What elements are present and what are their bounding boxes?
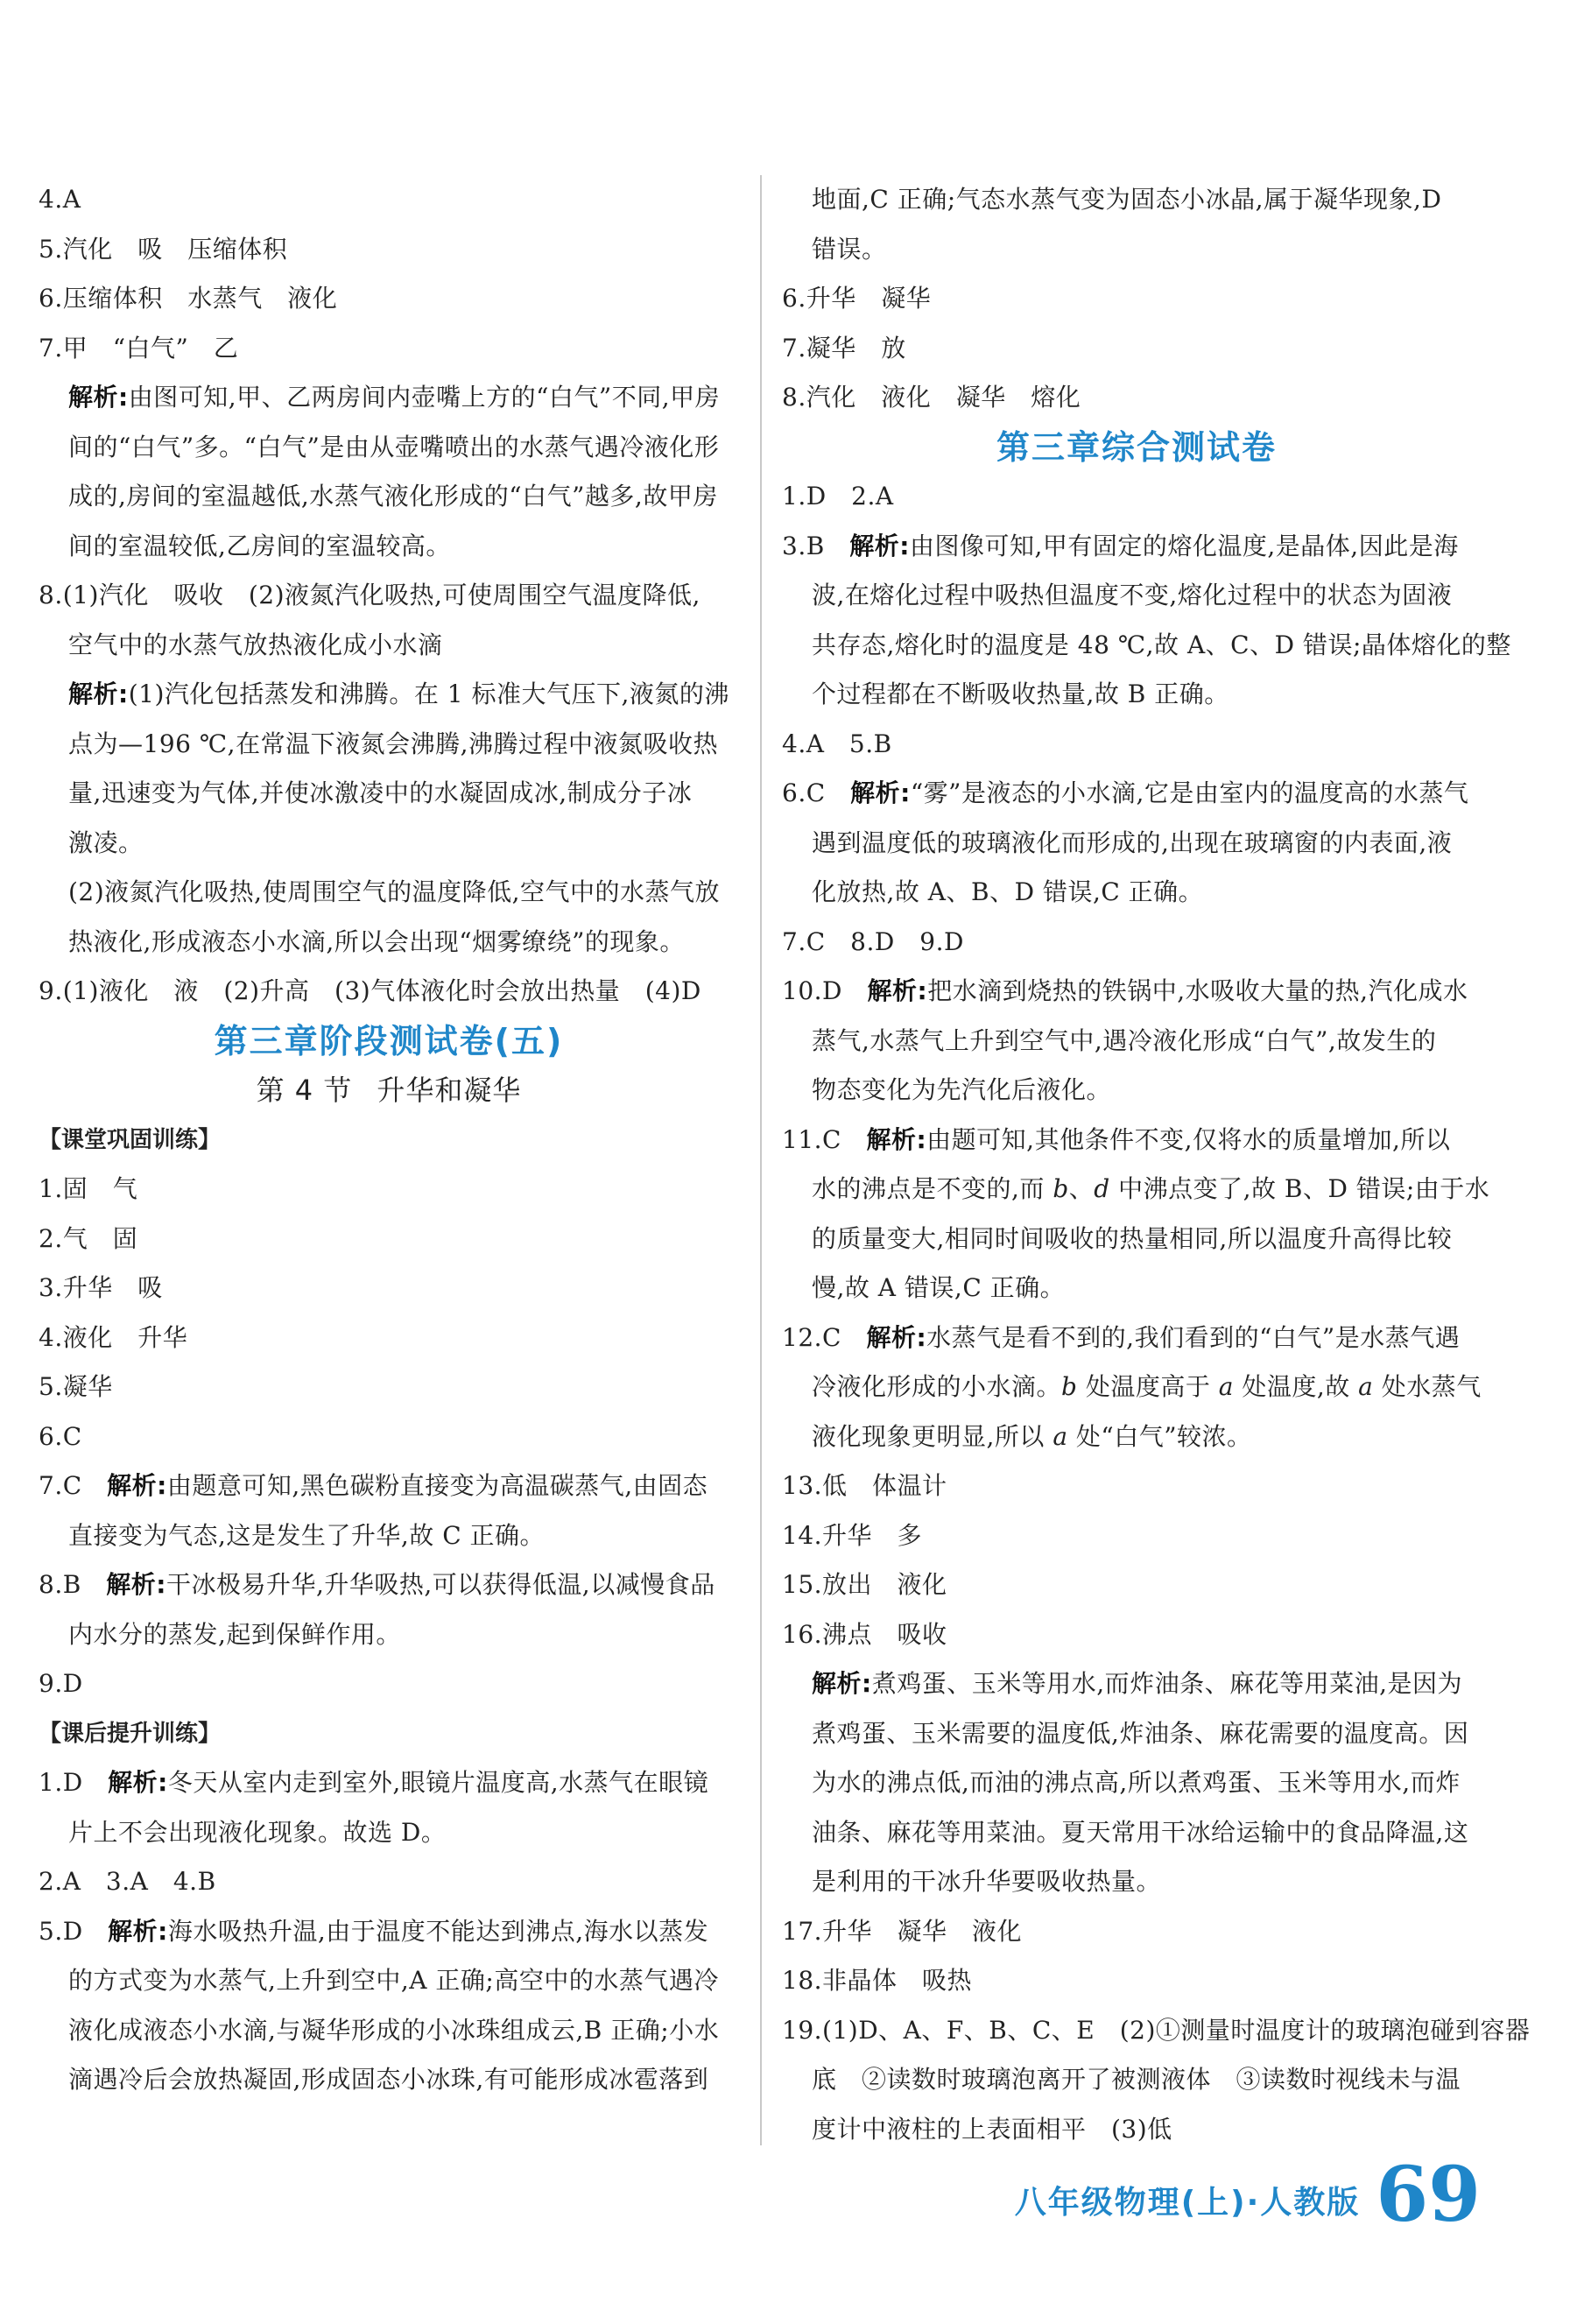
analysis-line: 的方式变为水蒸气,上升到空中,A 正确;高空中的水蒸气遇冷 bbox=[68, 1966, 719, 1995]
answer-key: 7.C bbox=[39, 1471, 108, 1500]
answer-line: 3.升华 吸 bbox=[39, 1273, 163, 1302]
analysis-label: 解析: bbox=[68, 383, 129, 412]
analysis-text: 冬天从室内走到室外,眼镜片温度高,水蒸气在眼镜 bbox=[167, 1768, 709, 1797]
analysis-line: 液化成液态小水滴,与凝华形成的小冰珠组成云,B 正确;小水 bbox=[68, 2015, 720, 2045]
answer-line: 13.低 体温计 bbox=[782, 1471, 947, 1500]
analysis-text: 处“白气”较浓。 bbox=[1067, 1421, 1252, 1451]
answer-line: 4.A 5.B bbox=[782, 729, 892, 758]
analysis-text: 处水蒸气 bbox=[1373, 1372, 1482, 1401]
page-footer bbox=[1014, 2145, 1481, 2239]
analysis-line bbox=[782, 1165, 1491, 1215]
analysis-line: 直接变为气态,这是发生了升华,故 C 正确。 bbox=[68, 1520, 546, 1550]
analysis-line: 为水的沸点低,而油的沸点高,所以煮鸡蛋、玉米等用水,而炸 bbox=[812, 1768, 1461, 1797]
exercise-tag: 【课堂巩固训练】 bbox=[39, 1126, 222, 1153]
answer-key: 8.B bbox=[39, 1570, 107, 1599]
answer-line bbox=[39, 1907, 739, 1957]
answer-key: 6.C bbox=[782, 778, 851, 807]
section-title bbox=[39, 1066, 739, 1116]
answer-line: 7.凝华 放 bbox=[782, 333, 906, 363]
answer-line: 5.汽化 吸 压缩体积 bbox=[39, 234, 288, 264]
analysis-label: 解析: bbox=[68, 680, 129, 708]
answer-line: 空气中的水蒸气放热液化成小水滴 bbox=[68, 630, 443, 659]
answer-line: 8.汽化 液化 凝华 熔化 bbox=[782, 383, 1081, 412]
answer-line: 9.(1)液化 液 (2)升高 (3)气体液化时会放出热量 (4)D bbox=[39, 976, 701, 1005]
analysis-text: 水的沸点是不变的,而 bbox=[812, 1174, 1053, 1203]
analysis-line: 是利用的干冰升华要吸收热量。 bbox=[812, 1867, 1162, 1896]
analysis-line: 蒸气,水蒸气上升到空气中,遇冷液化形成“白气”,故发生的 bbox=[812, 1025, 1437, 1055]
analysis-line: 量,迅速变为气体,并使冰激凌中的水凝固成冰,制成分子冰 bbox=[68, 778, 693, 807]
analysis-line: 错误。 bbox=[812, 234, 887, 264]
answer-line: 度计中液柱的上表面相平 (3)低 bbox=[812, 2114, 1172, 2144]
section-name: 升华和凝华 bbox=[377, 1074, 522, 1107]
answer-line: 19.(1)D、A、F、B、C、E (2)①测量时温度计的玻璃泡碰到容器 bbox=[782, 2015, 1531, 2045]
analysis-text: 冷液化形成的小水滴。 bbox=[812, 1372, 1062, 1401]
analysis-line bbox=[39, 670, 739, 720]
analysis-line: 煮鸡蛋、玉米需要的温度低,炸油条、麻花需要的温度高。因 bbox=[812, 1718, 1469, 1748]
analysis-line: 遇到温度低的玻璃液化而形成的,出现在玻璃窗的内表面,液 bbox=[812, 827, 1453, 857]
answer-line: 18.非晶体 吸热 bbox=[782, 1966, 973, 1995]
answer-line: 5.凝华 bbox=[39, 1372, 113, 1401]
answer-key: 12.C bbox=[782, 1322, 867, 1352]
analysis-text: (1)汽化包括蒸发和沸腾。在 1 标准大气压下,液氮的沸 bbox=[128, 680, 729, 708]
page-number: 69 bbox=[1376, 2151, 1481, 2239]
answer-line bbox=[782, 522, 1491, 572]
analysis-line: 间的“白气”多。“白气”是由从壶嘴喷出的水蒸气遇冷液化形 bbox=[68, 432, 720, 461]
analysis-line: 共存态,熔化时的温度是 48 ℃,故 A、C、D 错误;晶体熔化的整 bbox=[812, 630, 1511, 659]
variable: d bbox=[1094, 1174, 1110, 1203]
answer-line bbox=[782, 769, 1491, 819]
analysis-label: 解析: bbox=[867, 976, 928, 1005]
analysis-text: 由图像可知,甲有固定的熔化温度,是晶体,因此是海 bbox=[910, 531, 1459, 560]
analysis-line bbox=[782, 1363, 1491, 1412]
analysis-line: 间的室温较低,乙房间的室温较高。 bbox=[68, 531, 451, 560]
answer-line: 16.沸点 吸收 bbox=[782, 1619, 947, 1649]
right-column bbox=[782, 175, 1531, 2154]
analysis-label: 解析: bbox=[106, 1570, 166, 1599]
answer-key: 11.C bbox=[782, 1124, 867, 1154]
answer-line bbox=[39, 1560, 739, 1610]
answer-line bbox=[39, 1461, 739, 1511]
analysis-text: 处温度高于 bbox=[1077, 1372, 1219, 1401]
answer-line: 15.放出 液化 bbox=[782, 1570, 947, 1599]
analysis-text: 把水滴到烧热的铁锅中,水吸收大量的热,汽化成水 bbox=[927, 976, 1468, 1005]
analysis-label: 解析: bbox=[850, 778, 911, 807]
book-title: 八年级物理(上)·人教版 bbox=[1014, 2185, 1361, 2221]
analysis-line: 地面,C 正确;气态水蒸气变为固态小冰晶,属于凝华现象,D bbox=[812, 185, 1442, 214]
analysis-label: 解析: bbox=[849, 531, 910, 560]
column-divider bbox=[760, 175, 762, 2145]
analysis-label: 解析: bbox=[108, 1916, 168, 1946]
analysis-line: 化放热,故 A、B、D 错误,C 正确。 bbox=[812, 877, 1204, 906]
analysis-line bbox=[782, 1412, 1491, 1462]
analysis-text: 煮鸡蛋、玉米等用水,而炸油条、麻花等用菜油,是因为 bbox=[871, 1669, 1463, 1698]
answer-line: 14.升华 多 bbox=[782, 1520, 923, 1550]
exercise-tag: 【课后提升训练】 bbox=[39, 1720, 222, 1747]
analysis-line: 波,在熔化过程中吸热但温度不变,熔化过程中的状态为固液 bbox=[812, 581, 1453, 609]
left-column bbox=[39, 175, 739, 2105]
answer-line: 4.液化 升华 bbox=[39, 1322, 188, 1352]
answer-line bbox=[782, 1116, 1491, 1166]
analysis-text: 液化现象更明显,所以 bbox=[812, 1421, 1053, 1451]
analysis-line: 激凌。 bbox=[68, 827, 144, 857]
answer-line: 2.A 3.A 4.B bbox=[39, 1867, 216, 1896]
answer-line bbox=[782, 1313, 1491, 1363]
answer-key: 5.D bbox=[39, 1916, 109, 1946]
answer-key: 10.D bbox=[782, 976, 868, 1005]
answer-line: 6.压缩体积 水蒸气 液化 bbox=[39, 284, 338, 313]
chapter-title: 第三章阶段测试卷(五) bbox=[214, 1021, 564, 1060]
analysis-line bbox=[782, 1659, 1491, 1709]
answer-line: 7.C 8.D 9.D bbox=[782, 926, 964, 956]
analysis-line: 片上不会出现液化现象。故选 D。 bbox=[68, 1817, 447, 1847]
answer-key: 3.B bbox=[782, 531, 850, 560]
analysis-label: 解析: bbox=[812, 1669, 872, 1698]
answer-line: 1.D 2.A bbox=[782, 482, 894, 511]
analysis-line: (2)液氮汽化吸热,使周围空气的温度降低,空气中的水蒸气放 bbox=[68, 877, 720, 906]
answer-line: 1.固 气 bbox=[39, 1174, 138, 1203]
answer-line: 2.气 固 bbox=[39, 1223, 138, 1253]
analysis-text: 由题意可知,黑色碳粉直接变为高温碳蒸气,由固态 bbox=[166, 1471, 708, 1500]
analysis-text: 由题可知,其他条件不变,仅将水的质量增加,所以 bbox=[926, 1124, 1451, 1154]
analysis-text: 水蒸气是看不到的,我们看到的“白气”是水蒸气遇 bbox=[926, 1322, 1461, 1352]
analysis-text: 由图可知,甲、乙两房间内壶嘴上方的“白气”不同,甲房 bbox=[128, 383, 721, 412]
variable: a bbox=[1218, 1372, 1234, 1401]
analysis-line: 内水分的蒸发,起到保鲜作用。 bbox=[68, 1619, 401, 1649]
chapter-title: 第三章综合测试卷 bbox=[996, 427, 1277, 467]
answer-line: 17.升华 凝华 液化 bbox=[782, 1916, 1023, 1946]
variable: b bbox=[1061, 1372, 1078, 1401]
variable: b bbox=[1053, 1174, 1069, 1203]
analysis-line: 热液化,形成液态小水滴,所以会出现“烟雾缭绕”的现象。 bbox=[68, 926, 685, 956]
answer-line: 4.A bbox=[39, 185, 81, 214]
answer-line bbox=[782, 967, 1491, 1017]
answer-line: 6.C bbox=[39, 1421, 82, 1451]
analysis-text: 、 bbox=[1068, 1174, 1095, 1203]
answer-line: 7.甲 “白气” 乙 bbox=[39, 333, 239, 363]
answer-line: 底 ②读数时玻璃泡离开了被测液体 ③读数时视线未与温 bbox=[812, 2065, 1461, 2094]
analysis-line: 滴遇冷后会放热凝固,形成固态小冰珠,有可能形成冰雹落到 bbox=[68, 2065, 709, 2094]
analysis-line: 油条、麻花等用菜油。夏天常用干冰给运输中的食品降温,这 bbox=[812, 1817, 1469, 1847]
analysis-line bbox=[39, 373, 739, 423]
answer-line bbox=[39, 1758, 739, 1808]
analysis-line: 点为—196 ℃,在常温下液氮会沸腾,沸腾过程中液氮吸收热 bbox=[68, 729, 718, 758]
answer-line: 8.(1)汽化 吸收 (2)液氮汽化吸热,可使周围空气温度降低, bbox=[39, 581, 700, 609]
analysis-label: 解析: bbox=[107, 1471, 167, 1500]
answer-key: 1.D bbox=[39, 1768, 109, 1797]
analysis-line: 的质量变大,相同时间吸收的热量相同,所以温度升高得比较 bbox=[812, 1223, 1453, 1253]
analysis-text: 中沸点变了,故 B、D 错误;由于水 bbox=[1109, 1174, 1490, 1203]
analysis-label: 解析: bbox=[866, 1322, 927, 1352]
analysis-text: 干冰极易升华,升华吸热,可以获得低温,以减慢食品 bbox=[166, 1570, 715, 1599]
analysis-label: 解析: bbox=[108, 1768, 168, 1797]
analysis-label: 解析: bbox=[866, 1124, 927, 1154]
variable: a bbox=[1358, 1372, 1374, 1401]
analysis-line: 成的,房间的室温越低,水蒸气液化形成的“白气”越多,故甲房 bbox=[68, 482, 718, 511]
analysis-text: 海水吸热升温,由于温度不能达到沸点,海水以蒸发 bbox=[167, 1916, 709, 1946]
answer-line: 6.升华 凝华 bbox=[782, 284, 932, 313]
section-number: 第 4 节 bbox=[256, 1074, 353, 1107]
analysis-line: 个过程都在不断吸收热量,故 B 正确。 bbox=[812, 680, 1229, 708]
variable: a bbox=[1053, 1421, 1068, 1451]
analysis-line: 慢,故 A 错误,C 正确。 bbox=[812, 1273, 1066, 1302]
answer-line: 9.D bbox=[39, 1669, 83, 1698]
analysis-line: 物态变化为先汽化后液化。 bbox=[812, 1075, 1112, 1104]
analysis-text: 处温度,故 bbox=[1233, 1372, 1359, 1401]
analysis-text: “雾”是液态的小水滴,它是由室内的温度高的水蒸气 bbox=[910, 778, 1469, 807]
